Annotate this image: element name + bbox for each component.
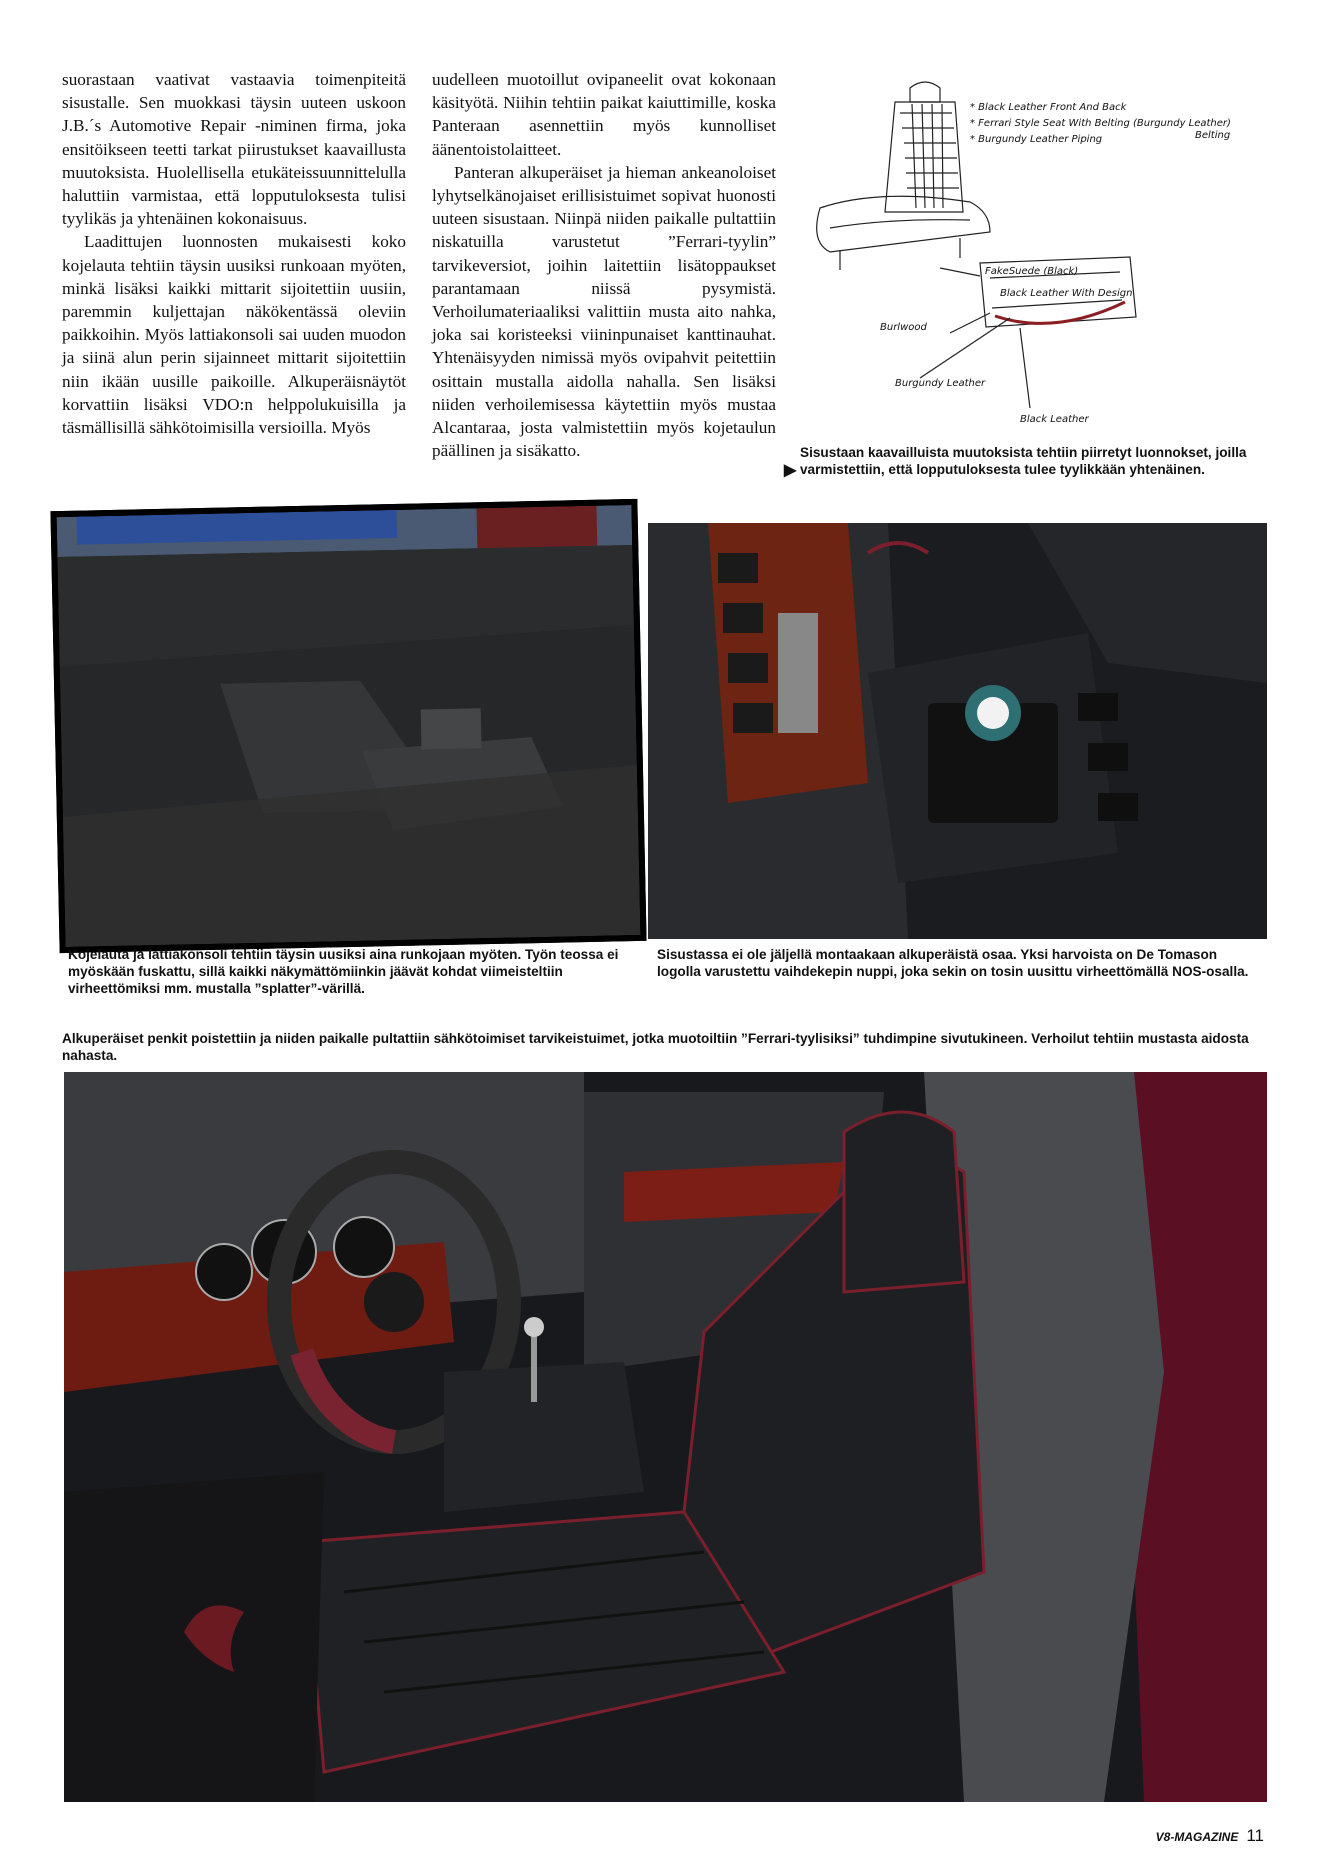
seat-note-3: * Burgundy Leather Piping [970,134,1103,145]
sketch-caption [784,444,1270,479]
article-column-1 [62,68,406,439]
photo2-caption: Sisustassa ei ole jäljellä montaakaan alkuperäistä osaa. Yksi harvoista on De Tomason logolla varustettu vaihdekepin nuppi, joka sekin on tosin uusittu virheettömällä NOS-osalla. [657,947,1249,979]
paragraph: Panteran alkuperäiset ja hieman ankeanoloiset lyhytselkänojaiset erillisistuimet sopivat huonosti uuteen sisustaan. Niinpä niiden paikalle pultattiin niskatuilla varustetut ”Ferrari-tyylin” tarvikeversiot, joihin laitettiin lisätoppaukset parantamaan niissä pysymistä. Verhoilumateriaaliksi valittiin musta aito nahka, joka sai koristeeksi viininpunaiset kanttinauhat. Yhtenäisyyden nimissä myös ovipahvit peitettiin osittain mustalla aidolla nahalla. Sen lisäksi niiden verhoilemisessa käytettiin myös mustaa Alcantaraa, josta valmistettiin myös kojetaulun päällinen ja sisäkatto. [432,162,776,461]
photo3-caption: Alkuperäiset penkit poistettiin ja niiden paikalle pultattiin sähkötoimiset tarvikeistuimet, jotka muotoiltiin ”Ferrari-tyylisiksi” tuhdimpine sivutukineen. Verhoilut tehtiin mustasta aidosta nahasta. [62,1031,1249,1063]
seat-note-1: * Black Leather Front And Back [970,102,1127,113]
door-note-3: Burlwood [880,322,927,333]
seat-door-sketch [800,68,1270,440]
caption-text: Sisustaan kaavailluista muutoksista tehtiin piirretyt luonnokset, joilla varmistettiin, että lopputuloksesta tulee tyylikkään yhtenäinen. [800,445,1247,477]
photo-image [64,1072,1267,1802]
photo-interior-seats [64,1072,1267,1802]
photo-image [57,505,641,947]
magazine-name: V8-MAGAZINE [1155,1830,1239,1844]
paragraph: suorastaan vaativat vastaavia toimenpiteitä sisustalle. Sen muokkasi täysin uuteen uskoon J.B.´s Automotive Repair -niminen firma, joka ensitöikseen teetti tarkat piirustukset kaavaillusta muutoksista. Huolellisella etukäteissuunnittelulla haluttiin varmistaa, että lopputuloksesta tulisi tyylikäs ja yhtenäinen kokonaisuus. [62,70,406,229]
photo-stripped-dashboard [50,499,646,953]
paragraph: Laadittujen luonnosten mukaisesti koko kojelauta tehtiin täysin uusiksi runkoaan myöten, minkä lisäksi kaikki mittarit sijoitettiin uusiin, paremmin kuljettajan näkökentässä oleviin paikkoihin. Myös lattiakonsoli sai uuden muodon ja siinä alun perin sijainneet mittarit sijoitettiin niin ikään uusille paikoille. Alkuperäisnäytöt korvattiin lisäksi VDO:n helppolukuisilla ja täsmällisillä sähkötoimisilla versioilla. Myös [62,232,406,438]
door-note-2: Black Leather With Design [1000,288,1133,299]
paragraph: uudelleen muotoillut ovipaneelit ovat kokonaan käsityötä. Niihin tehtiin paikat kaiuttimille, koska Panteraan asennettiin myös kunnolliset äänentoistolaitteet. [432,70,776,159]
caption-arrow-icon: ▶ [784,462,797,479]
page-footer [1156,1826,1264,1846]
photo1-caption: Kojelauta ja lattiakonsoli tehtiin täysin uusiksi aina runkojaan myöten. Työn teossa ei myöskään fuskattu, sillä kaikki näkymättömiinkin jäävät kohdat viimeisteltiin virheettömiksi mm. mustalla ”splatter”-värillä. [68,947,619,996]
sketch-drawing [800,68,1270,440]
page-number: 11 [1246,1826,1264,1845]
door-note-4: Burgundy Leather [895,378,986,389]
door-note-5: Black Leather [1020,414,1089,425]
seat-note-2: * Ferrari Style Seat With Belting (Burgundy Leather) [970,118,1231,129]
article-column-2 [432,68,776,462]
seat-note-4: Belting [1195,130,1231,141]
door-note-1: FakeSuede (Black) [985,266,1079,277]
photo-image [648,523,1267,939]
photo-console-shifter [648,523,1267,939]
